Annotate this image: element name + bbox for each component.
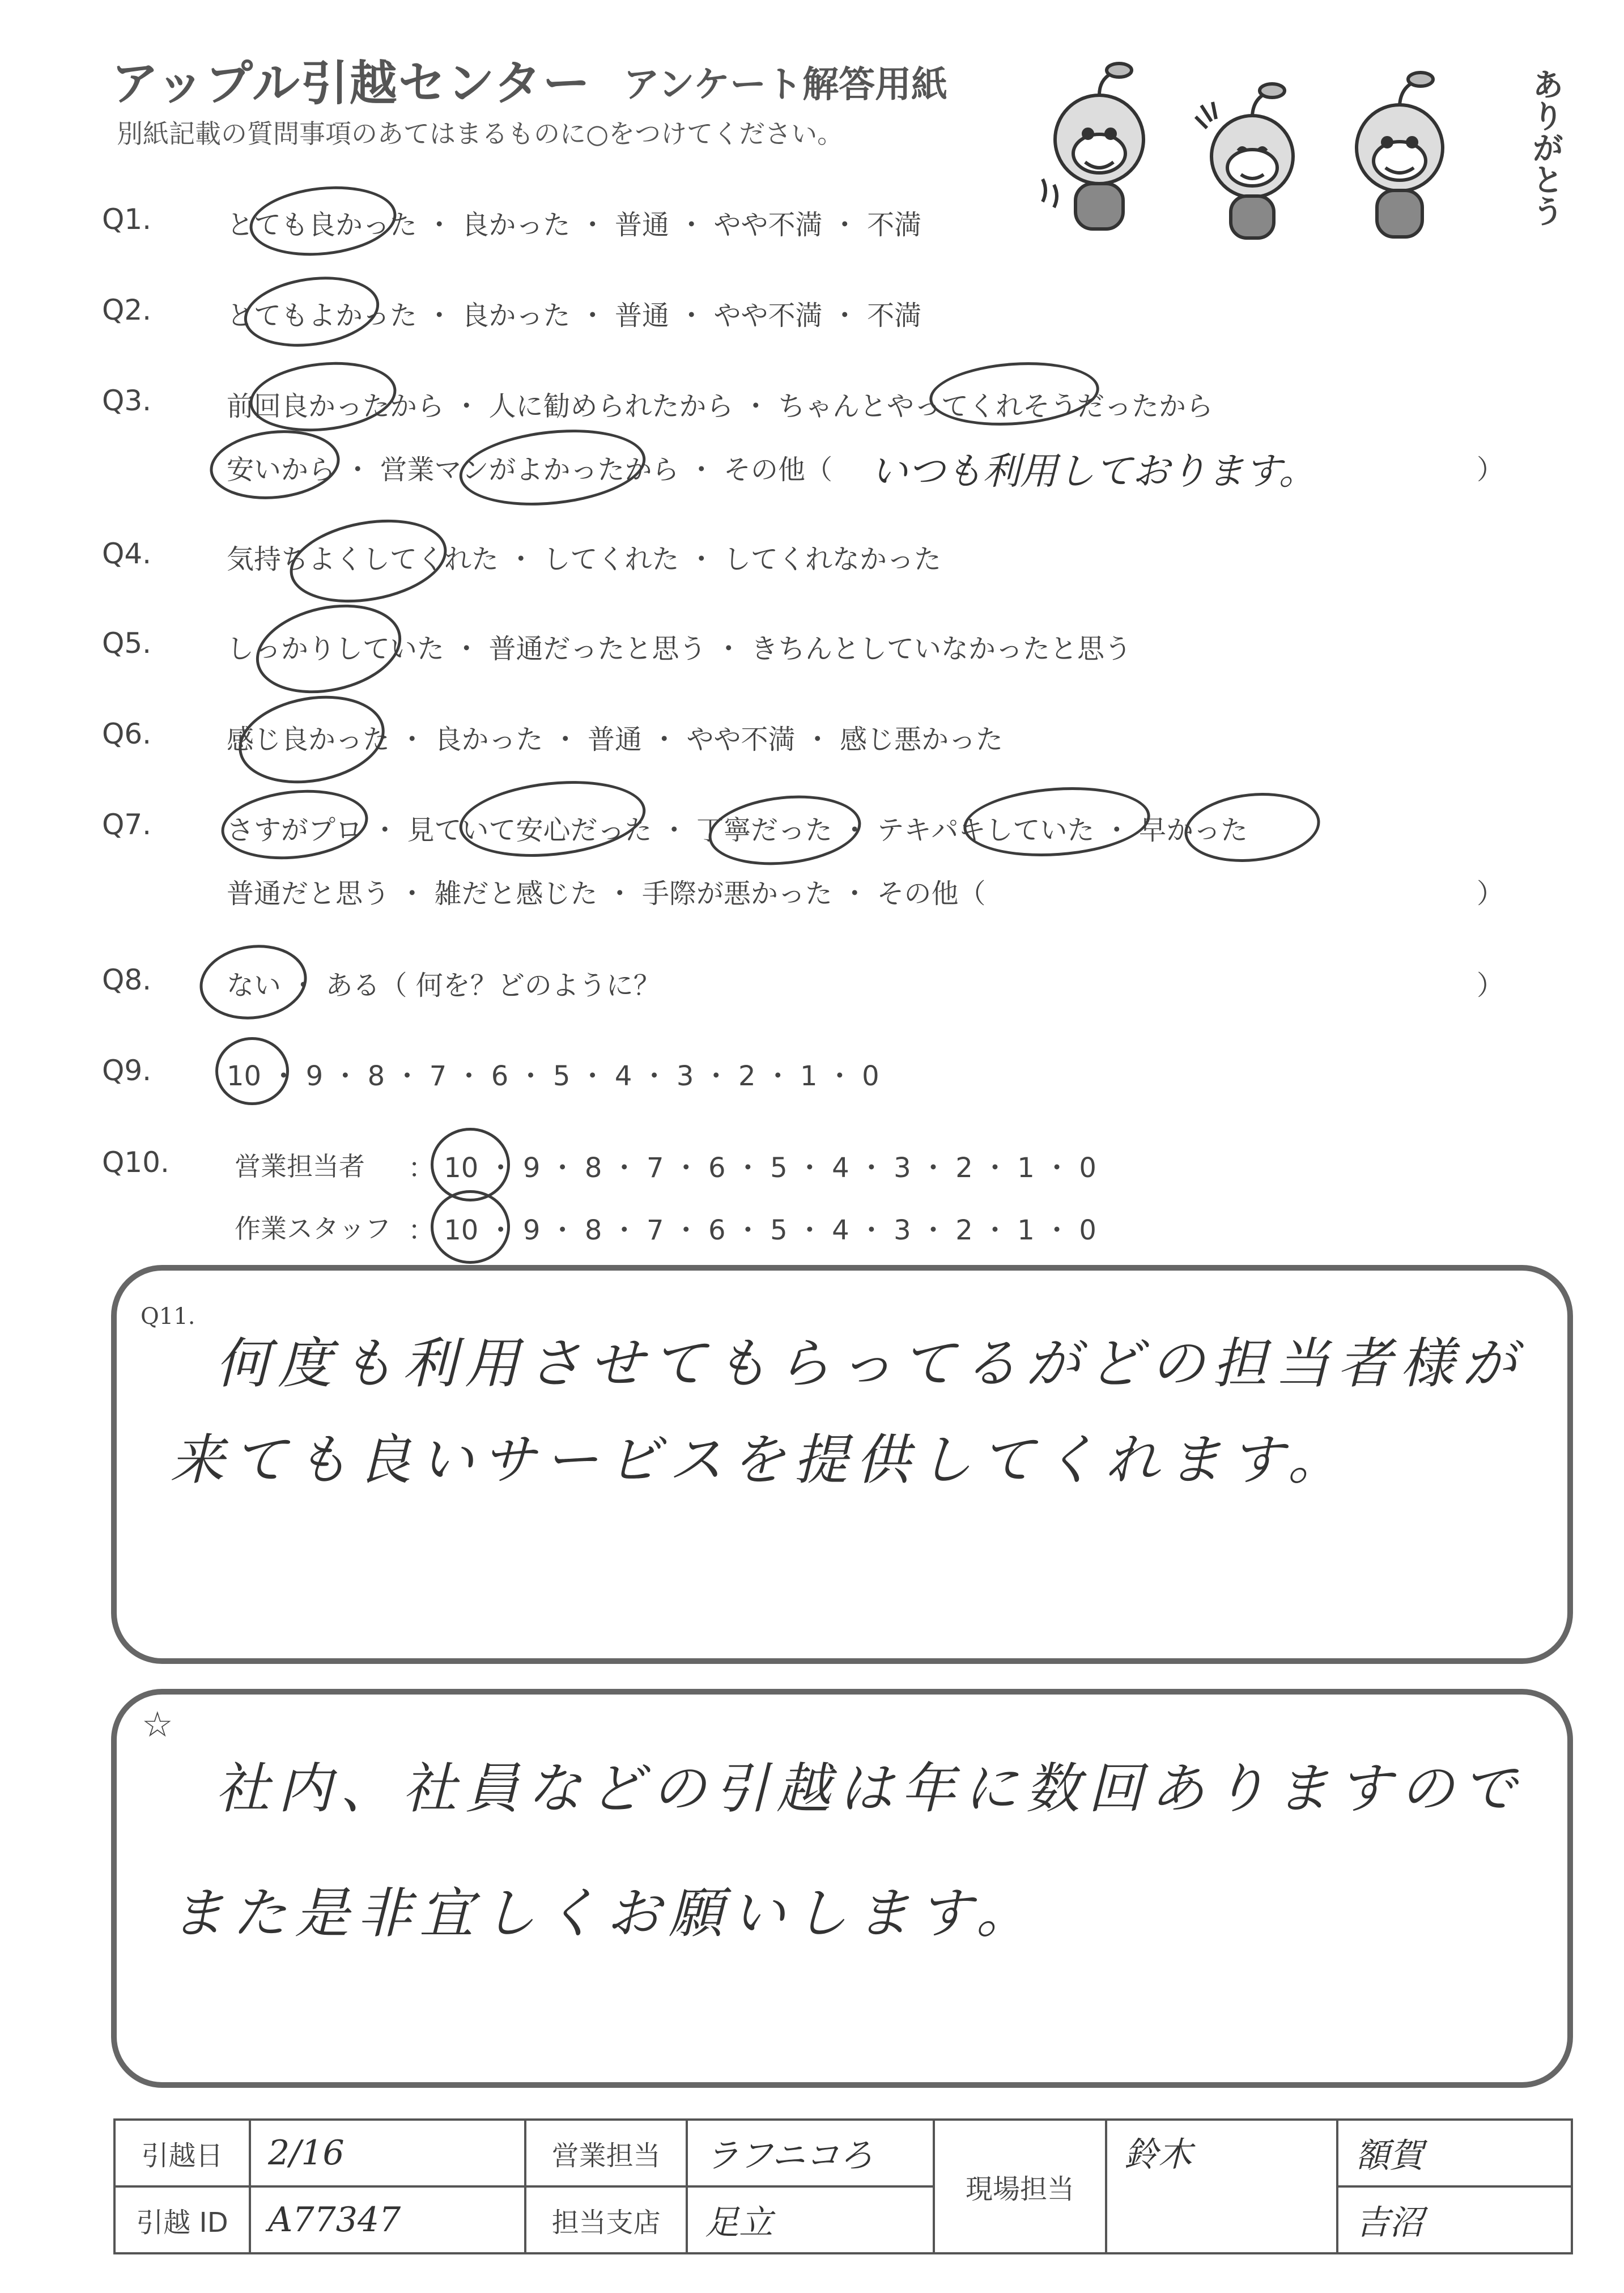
q8-answer-circle bbox=[195, 938, 312, 1026]
company-title: アップル引越センター bbox=[111, 56, 592, 111]
extra-comment-line2: また是非宜しくお願いします。 bbox=[170, 1882, 1039, 1945]
q10-label: Q10. bbox=[102, 1146, 169, 1179]
q3-options-line1: 前回良かったから ・ 人に勧められたから ・ ちゃんとやってくれそうだったから bbox=[227, 390, 1214, 422]
site-label: 現場担当 bbox=[934, 2120, 1106, 2253]
site-value-2: 額賀 bbox=[1337, 2120, 1572, 2186]
sales-value: ラフニコろ bbox=[687, 2120, 934, 2186]
footer-info-table bbox=[113, 2118, 1573, 2254]
q7-options-line1: さすがプロ ・ 見ていて安心だった ・ 丁寧だった ・ テキパキしていた ・ 早かった bbox=[227, 814, 1248, 846]
move-id-label: 引越 ID bbox=[114, 2186, 250, 2253]
q7-answer-circle-3 bbox=[705, 788, 864, 872]
q9-scale: 10 ・ 9 ・ 8 ・ 7 ・ 6 ・ 5 ・ 4 ・ 3 ・ 2 ・ 1 ・ 0 bbox=[227, 1060, 879, 1092]
move-id-value: A77347 bbox=[250, 2186, 525, 2253]
q6-answer-circle bbox=[232, 685, 392, 795]
monkey-mascot-right-icon bbox=[1357, 73, 1443, 237]
monkey-mascot-left-icon bbox=[1043, 63, 1143, 229]
q1-label: Q1. bbox=[102, 203, 152, 236]
q7-answer-circle-5 bbox=[1181, 787, 1323, 868]
thanks-text: ありがとう bbox=[1527, 68, 1564, 227]
q10-sales-label: 営業担当者 bbox=[235, 1151, 365, 1182]
q7-answer-circle-1 bbox=[218, 783, 371, 867]
q1-answer-circle bbox=[246, 180, 399, 263]
sales-label: 営業担当 bbox=[525, 2120, 687, 2186]
q10-work-scale: ： 10 ・ 9 ・ 8 ・ 7 ・ 6 ・ 5 ・ 4 ・ 3 ・ 2 ・ 1 ・ 0 bbox=[408, 1215, 1096, 1246]
q6-label: Q6. bbox=[102, 717, 152, 750]
q7-answer-circle-2 bbox=[456, 772, 649, 865]
move-date-label: 引越日 bbox=[114, 2120, 250, 2186]
q3-answer-circle-3 bbox=[206, 424, 343, 505]
q7-close-paren: ） bbox=[1477, 878, 1504, 910]
site-value-3: 吉沼 bbox=[1337, 2186, 1572, 2253]
site-value-1: 鈴木 bbox=[1106, 2120, 1337, 2253]
q2-answer-circle bbox=[240, 269, 384, 355]
q4-label: Q4. bbox=[102, 537, 152, 570]
q10-sales-scale: ： 10 ・ 9 ・ 8 ・ 7 ・ 6 ・ 5 ・ 4 ・ 3 ・ 2 ・ 1 ・ 0 bbox=[408, 1152, 1096, 1184]
q7-options-line2: 普通だと思う ・ 雑だと感じた ・ 手際が悪かった ・ その他（ bbox=[227, 878, 986, 910]
q7-answer-circle-4 bbox=[961, 782, 1153, 863]
q10-work-answer-circle bbox=[431, 1190, 510, 1264]
q7-label: Q7. bbox=[102, 808, 152, 841]
branch-value: 足立 bbox=[687, 2186, 934, 2253]
q8-options: ない ・ ある（ 何を？どのように？ bbox=[227, 970, 661, 1001]
q2-label: Q2. bbox=[102, 294, 152, 326]
q3-options-line2: 安いから ・ 営業マンがよかったから ・ その他（ bbox=[227, 454, 833, 486]
branch-label: 担当支店 bbox=[525, 2186, 687, 2253]
q3-answer-circle-4 bbox=[456, 421, 649, 514]
q5-label: Q5. bbox=[102, 627, 152, 660]
q3-label: Q3. bbox=[102, 384, 152, 417]
q6-options: 感じ良かった ・ 良かった ・ 普通 ・ やや不満 ・ 感じ悪かった bbox=[227, 724, 1004, 755]
q8-label: Q8. bbox=[102, 963, 152, 996]
instruction-text: 別紙記載の質問事項のあてはまるものに○をつけてください。 bbox=[117, 118, 844, 149]
form-name: アンケート解答用紙 bbox=[623, 64, 948, 106]
q5-options: しっかりしていた ・ 普通だったと思う ・ きちんとしていなかったと思う bbox=[227, 633, 1132, 665]
q11-comment-line1: 何度も利用させてもらってるがどの担当者様が bbox=[215, 1332, 1524, 1395]
extra-comment-line1: 社内、社員などの引越は年に数回ありますので bbox=[215, 1757, 1524, 1820]
q9-label: Q9. bbox=[102, 1054, 152, 1087]
q3-other-answer: いつも利用しております。 bbox=[870, 449, 1316, 493]
q5-answer-circle bbox=[248, 592, 410, 706]
q2-options: とてもよかった ・ 良かった ・ 普通 ・ やや不満 ・ 不満 bbox=[227, 300, 922, 332]
q9-answer-circle bbox=[215, 1037, 289, 1105]
q3-close-paren: ） bbox=[1477, 454, 1504, 486]
q11-comment-line2: 来ても良いサービスを提供してくれます。 bbox=[170, 1428, 1350, 1492]
q4-options: 気持ちよくしてくれた ・ してくれた ・ してくれなかった bbox=[227, 543, 942, 575]
q3-answer-circle-1 bbox=[246, 355, 399, 439]
monkey-mascots-icon bbox=[1031, 54, 1496, 247]
q1-options: とても良かった ・ 良かった ・ 普通 ・ やや不満 ・ 不満 bbox=[227, 209, 922, 241]
move-date-value: 2/16 bbox=[250, 2120, 525, 2186]
star-icon: ☆ bbox=[142, 1704, 173, 1745]
q10-work-label: 作業スタッフ bbox=[235, 1213, 391, 1244]
q11-label: Q11. bbox=[141, 1303, 195, 1330]
q8-close-paren: ） bbox=[1477, 970, 1504, 1001]
monkey-mascot-middle-icon bbox=[1196, 84, 1293, 238]
q4-answer-circle bbox=[283, 508, 453, 614]
